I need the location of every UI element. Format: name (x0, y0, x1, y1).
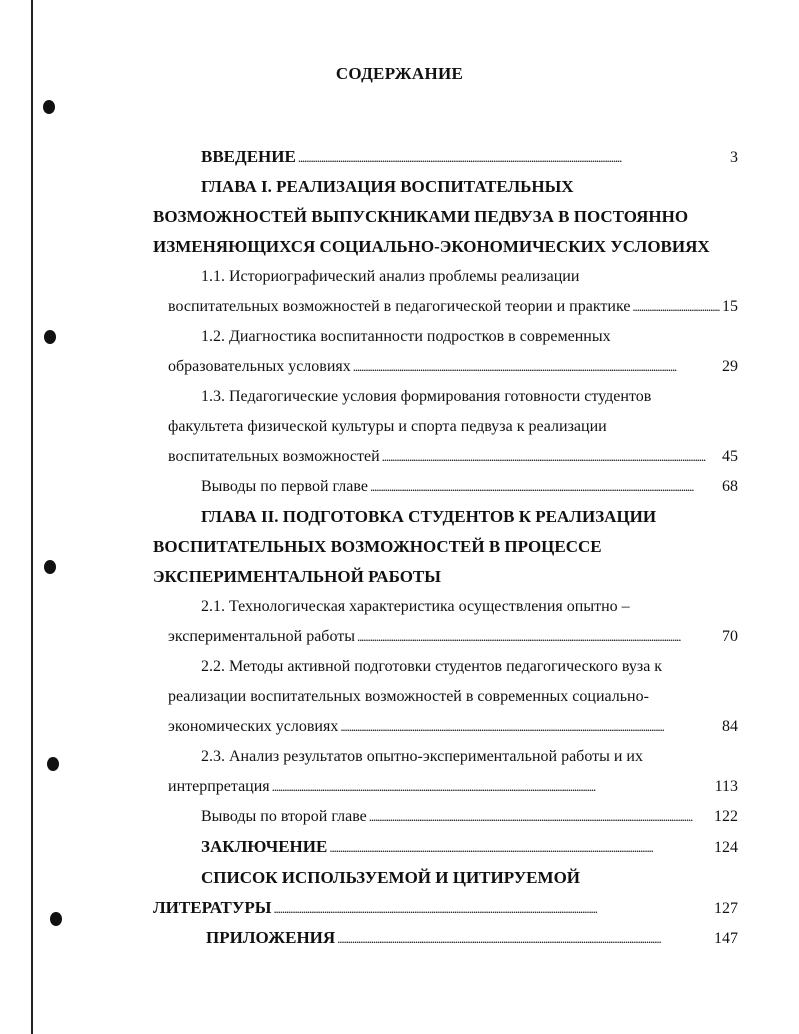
toc-entry-1-3-line[interactable]: факультета физической культуры и спорта педвуза к реализации (168, 418, 607, 435)
chapter-1-heading-line[interactable]: ГЛАВА I. РЕАЛИЗАЦИЯ ВОСПИТАТЕЛЬНЫХ (201, 177, 574, 196)
chapter-1-heading-line[interactable]: ВОЗМОЖНОСТЕЙ ВЫПУСКНИКАМИ ПЕДВУЗА В ПОСТОЯННО (153, 207, 689, 226)
toc-entry-references[interactable] (153, 898, 738, 919)
toc-label: Выводы по второй главе (201, 808, 367, 825)
punch-hole (43, 100, 55, 114)
toc-leader-dots (272, 777, 713, 797)
chapter-2-heading-line[interactable]: ГЛАВА II. ПОДГОТОВКА СТУДЕНТОВ К РЕАЛИЗАЦИИ (201, 507, 657, 526)
toc-page-number: 68 (722, 478, 738, 495)
toc-entry-chapter-1-conclusions[interactable] (201, 477, 738, 497)
toc-leader-dots (382, 447, 720, 467)
punch-hole (50, 912, 62, 926)
punch-hole (47, 757, 59, 771)
toc-entry-2-1-line[interactable]: 2.1. Технологическая характеристика осуществления опытно – (201, 598, 630, 615)
toc-entry-2-2-line[interactable]: реализации воспитательных возможностей в современных социально- (168, 688, 649, 705)
binding-margin-line (31, 0, 33, 1034)
toc-label: ПРИЛОЖЕНИЯ (206, 928, 336, 947)
toc-page-number: 15 (722, 298, 738, 315)
toc-page-number: 113 (714, 778, 738, 795)
toc-entry-2-3-line[interactable]: 2.3. Анализ результатов опытно-экспериментальной работы и их (201, 748, 643, 765)
toc-leader-dots (353, 357, 720, 377)
toc-page-number: 127 (714, 900, 738, 917)
toc-label: образовательных условиях (168, 358, 351, 375)
toc-leader-dots (298, 148, 728, 168)
toc-leader-dots (273, 899, 712, 919)
toc-entry-conclusion[interactable] (201, 837, 738, 858)
page-title: СОДЕРЖАНИЕ (335, 64, 464, 83)
toc-label: экономических условиях (168, 718, 339, 735)
toc-entry-chapter-2-conclusions[interactable] (201, 807, 738, 827)
toc-entry-2-1[interactable] (168, 627, 738, 647)
toc-entry-1-2-line[interactable]: 1.2. Диагностика воспитанности подростков в современных (201, 328, 611, 345)
toc-entry-1-3-line[interactable]: 1.3. Педагогические условия формирования готовности студентов (201, 388, 652, 405)
toc-label: ЗАКЛЮЧЕНИЕ (201, 837, 328, 856)
toc-label: ЛИТЕРАТУРЫ (153, 898, 272, 917)
chapter-1-heading-line[interactable]: ИЗМЕНЯЮЩИХСЯ СОЦИАЛЬНО-ЭКОНОМИЧЕСКИХ УСЛОВИЯХ (153, 237, 710, 256)
toc-entry-1-1[interactable] (168, 297, 738, 317)
toc-leader-dots (632, 297, 720, 317)
toc-leader-dots (337, 929, 712, 949)
toc-label: воспитательных возможностей в педагогической теории и практике (168, 298, 631, 315)
toc-label: ВВЕДЕНИЕ (201, 147, 296, 166)
toc-entry-2-2-line[interactable]: 2.2. Методы активной подготовки студентов педагогического вуза к (201, 658, 663, 675)
toc-page-number: 70 (722, 628, 738, 645)
toc-entry-2-3[interactable] (168, 777, 738, 797)
toc-label: экспериментальной работы (168, 628, 355, 645)
chapter-2-heading-line[interactable]: ЭКСПЕРИМЕНТАЛЬНОЙ РАБОТЫ (153, 567, 441, 586)
toc-page-number: 147 (714, 930, 738, 947)
toc-label: интерпретация (168, 778, 270, 795)
toc-leader-dots (340, 717, 720, 737)
toc-entry-introduction[interactable] (201, 147, 738, 168)
toc-page-number: 84 (722, 718, 738, 735)
toc-entry-references-line[interactable]: СПИСОК ИСПОЛЬЗУЕМОЙ И ЦИТИРУЕМОЙ (201, 868, 581, 887)
toc-page-number: 3 (730, 149, 738, 166)
toc-label: Выводы по первой главе (201, 478, 368, 495)
toc-page-number: 29 (722, 358, 738, 375)
toc-leader-dots (357, 627, 720, 647)
toc-entry-1-3[interactable] (168, 447, 738, 467)
punch-hole (44, 560, 56, 574)
toc-page-number: 124 (714, 839, 738, 856)
punch-hole (44, 330, 56, 344)
toc-entry-2-2[interactable] (168, 717, 738, 737)
toc-page-number: 122 (714, 808, 738, 825)
toc-label: воспитательных возможностей (168, 448, 380, 465)
toc-leader-dots (329, 838, 712, 858)
toc-leader-dots (370, 477, 720, 497)
chapter-2-heading-line[interactable]: ВОСПИТАТЕЛЬНЫХ ВОЗМОЖНОСТЕЙ В ПРОЦЕССЕ (153, 537, 602, 556)
toc-entry-1-2[interactable] (168, 357, 738, 377)
toc-page-number: 45 (722, 448, 738, 465)
toc-leader-dots (369, 807, 712, 827)
toc-entry-appendix[interactable] (206, 928, 738, 949)
toc-entry-1-1-line[interactable]: 1.1. Историографический анализ проблемы реализации (201, 268, 580, 285)
